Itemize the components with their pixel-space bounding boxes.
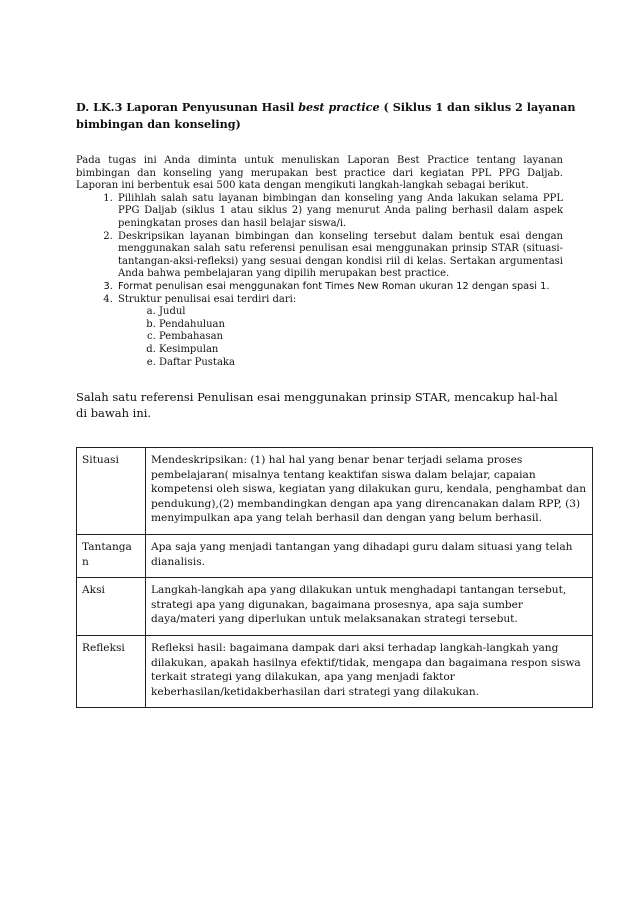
structure-item: b. Pendahuluan [159, 319, 563, 332]
step-item: 2. Deskripsikan layanan bimbingan dan konseling tersebut dalam bentuk esai dengan menggunakan salah satu referensi penulisan esai menggunakan prinsip STAR (situasi-tantangan-aksi-refleksi) yang sesuai dengan kondisi riil di kelas. Sertakan argumentasi Anda bahwa pembelajaran yang dipilih merupakan best practice. [116, 231, 563, 281]
title-prefix: D. LK.3 Laporan Penyusunan Hasil [76, 100, 299, 114]
structure-item: d. Kesimpulan [159, 344, 563, 357]
title-suffix: ( Siklus 1 dan siklus 2 layanan bimbingan dan konseling) [76, 100, 576, 131]
step-item [116, 294, 563, 370]
row-description: Refleksi hasil: bagaimana dampak dari aksi terhadap langkah-langkah yang dilakukan, apakah hasilnya efektif/tidak, mengapa dan bagaimana respon siswa terkait strategi yang dilakukan, apa yang menjadi faktor keberhasilan/ketidakberhasilan dari strategi yang dilakukan. [146, 635, 593, 707]
step-item-label: Struktur penulisai esai terdiri dari: [118, 293, 297, 305]
section-title [76, 99, 576, 133]
row-description: Apa saja yang menjadi tantangan yang dihadapi guru dalam situasi yang telah dianalisis. [146, 534, 593, 577]
structure-list [118, 306, 563, 369]
structure-item: c. Pembahasan [159, 331, 563, 344]
table-row [77, 448, 593, 535]
table-row [77, 534, 593, 577]
star-intro-text: Salah satu referensi Penulisan esai menggunakan prinsip STAR, mencakup hal-hal di bawah ini. [76, 390, 558, 420]
row-description: Langkah-langkah apa yang dilakukan untuk menghadapi tantangan tersebut, strategi apa yang digunakan, bagaimana prosesnya, apa saja sumber daya/materi yang diperlukan untuk melaksanakan strategi tersebut. [146, 578, 593, 636]
table-row [77, 635, 593, 707]
structure-item: a. Judul [159, 306, 563, 319]
row-key: Refleksi [77, 635, 146, 707]
table-row [77, 578, 593, 636]
instructions-block [76, 155, 563, 369]
step-item: 3. Format penulisan esai menggunakan font Times New Roman ukuran 12 dengan spasi 1. [116, 281, 563, 294]
star-table [76, 447, 593, 708]
steps-list [76, 193, 563, 369]
row-key: Situasi [77, 448, 146, 535]
row-key: Tantanga n [77, 534, 146, 577]
step-item: 1. Pilihlah salah satu layanan bimbingan dan konseling yang Anda lakukan selama PPL PPG Daljab (siklus 1 atau siklus 2) yang menurut Anda paling berhasil dalam aspek peningkatan proses dan hasil belajar siswa/i. [116, 193, 563, 231]
row-description: Mendeskripsikan: (1) hal hal yang benar benar terjadi selama proses pembelajaran( misalnya tentang keaktifan siswa dalam belajar, capaian kompetensi oleh siswa, kegiatan yang dilakukan guru, kendala, penghambat dan pendukung),(2) membandingkan dengan apa yang direncanakan dalam RPP, (3) menyimpulkan apa yang telah berhasil dan dengan yang belum berhasil. [146, 448, 593, 535]
row-key: Aksi [77, 578, 146, 636]
title-italic: best practice [298, 100, 380, 114]
structure-item: e. Daftar Pustaka [159, 357, 563, 370]
intro-paragraph: Pada tugas ini Anda diminta untuk menuliskan Laporan Best Practice tentang layanan bimbingan dan konseling yang merupakan best practice dari kegiatan PPL PPG Daljab. Laporan ini berbentuk esai 500 kata dengan mengikuti langkah-langkah sebagai berikut. [76, 155, 563, 192]
